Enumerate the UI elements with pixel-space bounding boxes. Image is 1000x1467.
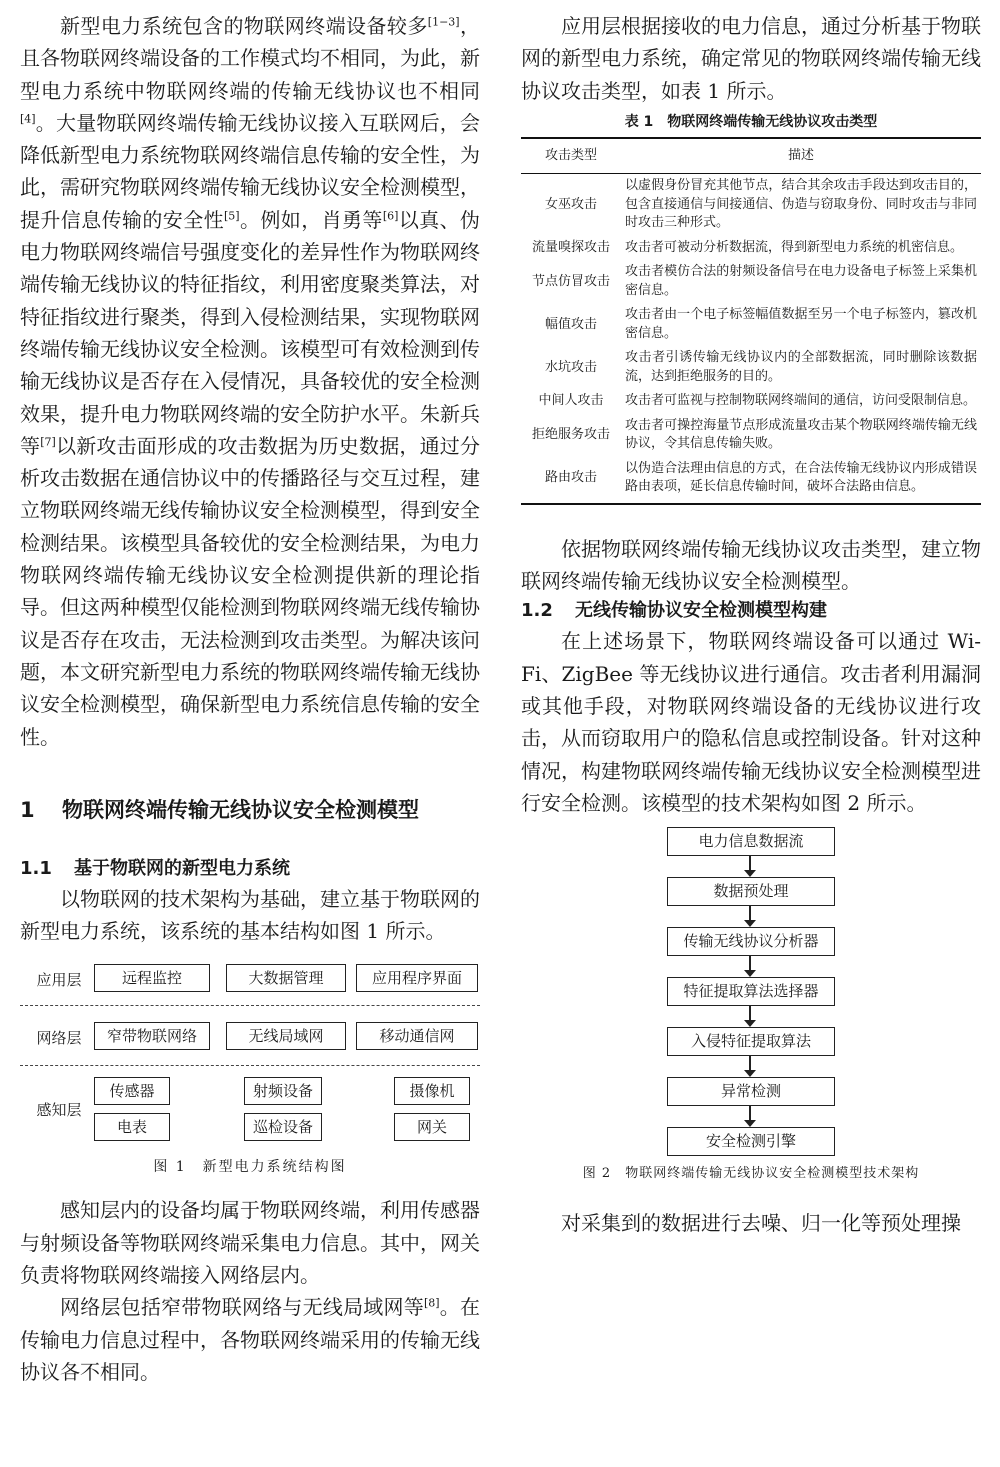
attack-description: 攻击者可被动分析数据流，得到新型电力系统的机密信息。 xyxy=(625,239,964,255)
right-column xyxy=(521,10,981,1240)
attack-description: 攻击者引诱传输无线协议内的全部数据流，同时删除该数据流，达到拒绝服务的目的。 xyxy=(625,350,977,384)
paragraph-build-model: 依据物联网终端传输无线协议攻击类型，建立物联网终端传输无线协议安全检测模型。 xyxy=(521,536,981,594)
flow-step-feature-selector: 特征提取算法选择器 xyxy=(667,977,835,1006)
paragraph-1-1: 以物联网的技术架构为基础，建立基于物联网的新型电力系统，该系统的基本结构如图 1 所示。 xyxy=(20,886,480,944)
box-wlan: 无线局域网 xyxy=(226,1022,346,1050)
box-app-interface: 应用程序界面 xyxy=(356,964,478,992)
section-number: 1.1 xyxy=(20,857,52,879)
paragraph-last: 对采集到的数据进行去噪、归一化等预处理操 xyxy=(561,1211,961,1236)
intro-paragraph: 新型电力系统包含的物联网终端设备较多[1−3]，且各物联网终端设备的工作模式均不相同，为此，新型电力系统中物联网终端的传输无线协议也不相同[4]。大量物联网终端传输无线协议接入互联网后，会降低新型电力系统物联网终端信息传输的安全性，为此，需研究物联网终端传输无线协议安全检测模型，提升信息传输的安全性[5]。例如，肖勇等[6]以真、伪电力物联网终端信号强度变化的差异性作为物联网终端传输无线协议的特征指纹，利用密度聚类算法，对特征指纹进行聚类，得到入侵检测结果，实现物联网终端传输无线协议安全检测。该模型可有效检测到传输无线协议是否存在入侵情况，具备较优的安全检测效果，提升电力物联网终端的安全防护水平。朱新兵等[7]以新攻击面形成的攻击数据为历史数据，通过分析攻击数据在通信协议中的传播路径与交互过程，建立物联网终端无线传输协议安全检测模型，得到安全检测结果。该模型具备较优的安全检测结果，为电力物联网终端传输无线协议安全检测提供新的理论指导。但这两种模型仅能检测到物联网终端无线传输协议是否存在攻击，无法检测到攻击类型。为解决该问题，本文研究新型电力系统的物联网终端传输无线协议安全检测模型，确保新型电力系统信息传输的安全性。 xyxy=(20,14,481,749)
arrowhead xyxy=(744,1120,756,1127)
attack-type: 路由攻击 xyxy=(521,457,621,504)
flow-step-protocol-analyzer: 传输无线协议分析器 xyxy=(667,927,835,956)
box-gateway: 网关 xyxy=(394,1113,470,1141)
paragraph-perception: 感知层内的设备均属于物联网终端，利用传感器与射频设备等物联网终端采集电力信息。其中，网关负责将物联网终端接入网络层内。 xyxy=(20,1198,480,1288)
box-sensor: 传感器 xyxy=(94,1077,170,1105)
table-header: 攻击类型 xyxy=(521,138,621,174)
layer-divider xyxy=(20,1065,480,1066)
attack-type: 女巫攻击 xyxy=(544,196,597,212)
left-column xyxy=(20,10,480,1388)
box-rf-device: 射频设备 xyxy=(244,1077,322,1105)
arrowhead xyxy=(744,870,756,877)
box-big-data: 大数据管理 xyxy=(226,964,346,992)
box-mobile-network: 移动通信网 xyxy=(356,1022,478,1050)
citation: [6] xyxy=(382,209,399,223)
table-row xyxy=(521,346,981,389)
attack-type: 中间人攻击 xyxy=(538,393,604,409)
attack-description: 以虚假身份冒充其他节点，结合其余攻击手段达到攻击目的，包含直接通信与间接通信、伪造与窃取身份、同时攻击与非同时攻击三种形式。 xyxy=(625,178,977,231)
paragraph-1-2: 在上述场景下，物联网终端设备可以通过 Wi-Fi、ZigBee 等无线协议进行通信。攻击者利用漏洞或其他手段，对物联网终端设备的无线协议进行攻击，从而窃取用户的隐私信息或控制设备。针对这种情况，构建物联网终端传输无线协议安全检测模型进行安全检测。该模型的技术架构如图 2 所示。 xyxy=(521,629,981,815)
layer-label-application: 应用层 xyxy=(36,971,82,990)
box-meter: 电表 xyxy=(94,1113,170,1141)
box-remote-monitoring: 远程监控 xyxy=(94,964,210,992)
figure-1-caption: 图 1 新型电力系统结构图 xyxy=(153,1159,347,1176)
attack-type: 拒绝服务攻击 xyxy=(531,427,610,443)
attack-type: 水坑攻击 xyxy=(544,359,597,375)
table-row xyxy=(521,174,981,236)
flow-step-intrusion-feature: 入侵特征提取算法 xyxy=(667,1027,835,1056)
network-text-b: 。在传输电力信息过程中，各物联网终端采用的传输无线协议各不相同。 xyxy=(20,1295,481,1384)
table-row xyxy=(521,414,981,457)
network-text-a: 网络层包括窄带物联网络与无线局域网等 xyxy=(60,1295,424,1320)
layer-label-perception: 感知层 xyxy=(36,1101,82,1120)
attack-description: 攻击者由一个电子标签幅值数据至另一个电子标签内，篡改机密信息。 xyxy=(625,307,977,341)
section-number: 1.2 xyxy=(521,600,553,622)
attack-description: 攻击者可监视与控制物联网终端间的通信，访问受限制信息。 xyxy=(625,393,977,409)
flow-step-preprocess: 数据预处理 xyxy=(667,877,835,906)
table-row xyxy=(521,457,981,504)
section-title: 基于物联网的新型电力系统 xyxy=(74,857,290,879)
table-row xyxy=(521,236,981,261)
section-title: 无线传输协议安全检测模型构建 xyxy=(575,600,827,622)
table-row xyxy=(521,260,981,303)
attack-description: 攻击者可操控海量节点形成流量攻击某个物联网终端传输无线协议，令其信息传输失败。 xyxy=(625,417,977,452)
layer-divider xyxy=(20,1005,480,1006)
attack-type: 流量嗅探攻击 xyxy=(531,239,610,255)
section-1-1-heading xyxy=(20,855,480,883)
citation: [4] xyxy=(20,112,36,126)
section-1-2-heading xyxy=(521,597,981,625)
section-title: 物联网终端传输无线协议安全检测模型 xyxy=(62,797,419,822)
attack-type: 幅值攻击 xyxy=(544,316,597,332)
figure-2 xyxy=(521,827,981,1151)
flow-step-security-engine: 安全检测引擎 xyxy=(667,1127,835,1156)
box-inspection-device: 巡检设备 xyxy=(244,1113,322,1141)
box-nb-iot: 窄带物联网络 xyxy=(94,1022,210,1050)
paragraph-network xyxy=(20,1291,480,1388)
figure-2-caption: 图 2 物联网终端传输无线协议安全检测模型技术架构 xyxy=(582,1166,920,1182)
table-row xyxy=(521,303,981,346)
table-header-row xyxy=(521,138,981,174)
figure-1 xyxy=(20,961,480,1146)
flow-step-anomaly-detection: 异常检测 xyxy=(667,1077,835,1106)
attack-description: 以伪造合法理由信息的方式，在合法传输无线协议内形成错误路由表项，延长信息传输时间，破坏合法路由信息。 xyxy=(621,457,981,504)
flow-step-data-stream: 电力信息数据流 xyxy=(667,827,835,856)
section-1-heading xyxy=(20,795,480,825)
attack-types-table xyxy=(521,137,981,505)
citation: [1−3] xyxy=(427,15,460,29)
section-number: 1 xyxy=(20,797,35,822)
citation: [8] xyxy=(423,1296,440,1310)
arrowhead xyxy=(744,920,756,927)
arrowhead xyxy=(744,1070,756,1077)
box-camera: 摄像机 xyxy=(394,1077,470,1105)
table-1-title: 表 1 物联网终端传输无线协议攻击类型 xyxy=(624,113,878,130)
arrowhead xyxy=(744,1020,756,1027)
arrowhead xyxy=(744,970,756,977)
layer-label-network: 网络层 xyxy=(36,1029,82,1048)
citation: [5] xyxy=(224,209,240,223)
attack-description: 攻击者模仿合法的射频设备信号在电力设备电子标签上采集机密信息。 xyxy=(625,264,977,298)
paragraph-application: 应用层根据接收的电力信息，通过分析基于物联网的新型电力系统，确定常见的物联网终端传输无线协议攻击类型，如表 1 所示。 xyxy=(521,14,981,103)
attack-type: 节点仿冒攻击 xyxy=(531,273,610,289)
citation: [7] xyxy=(40,435,56,449)
table-header: 描述 xyxy=(621,138,981,174)
table-row xyxy=(521,389,981,414)
